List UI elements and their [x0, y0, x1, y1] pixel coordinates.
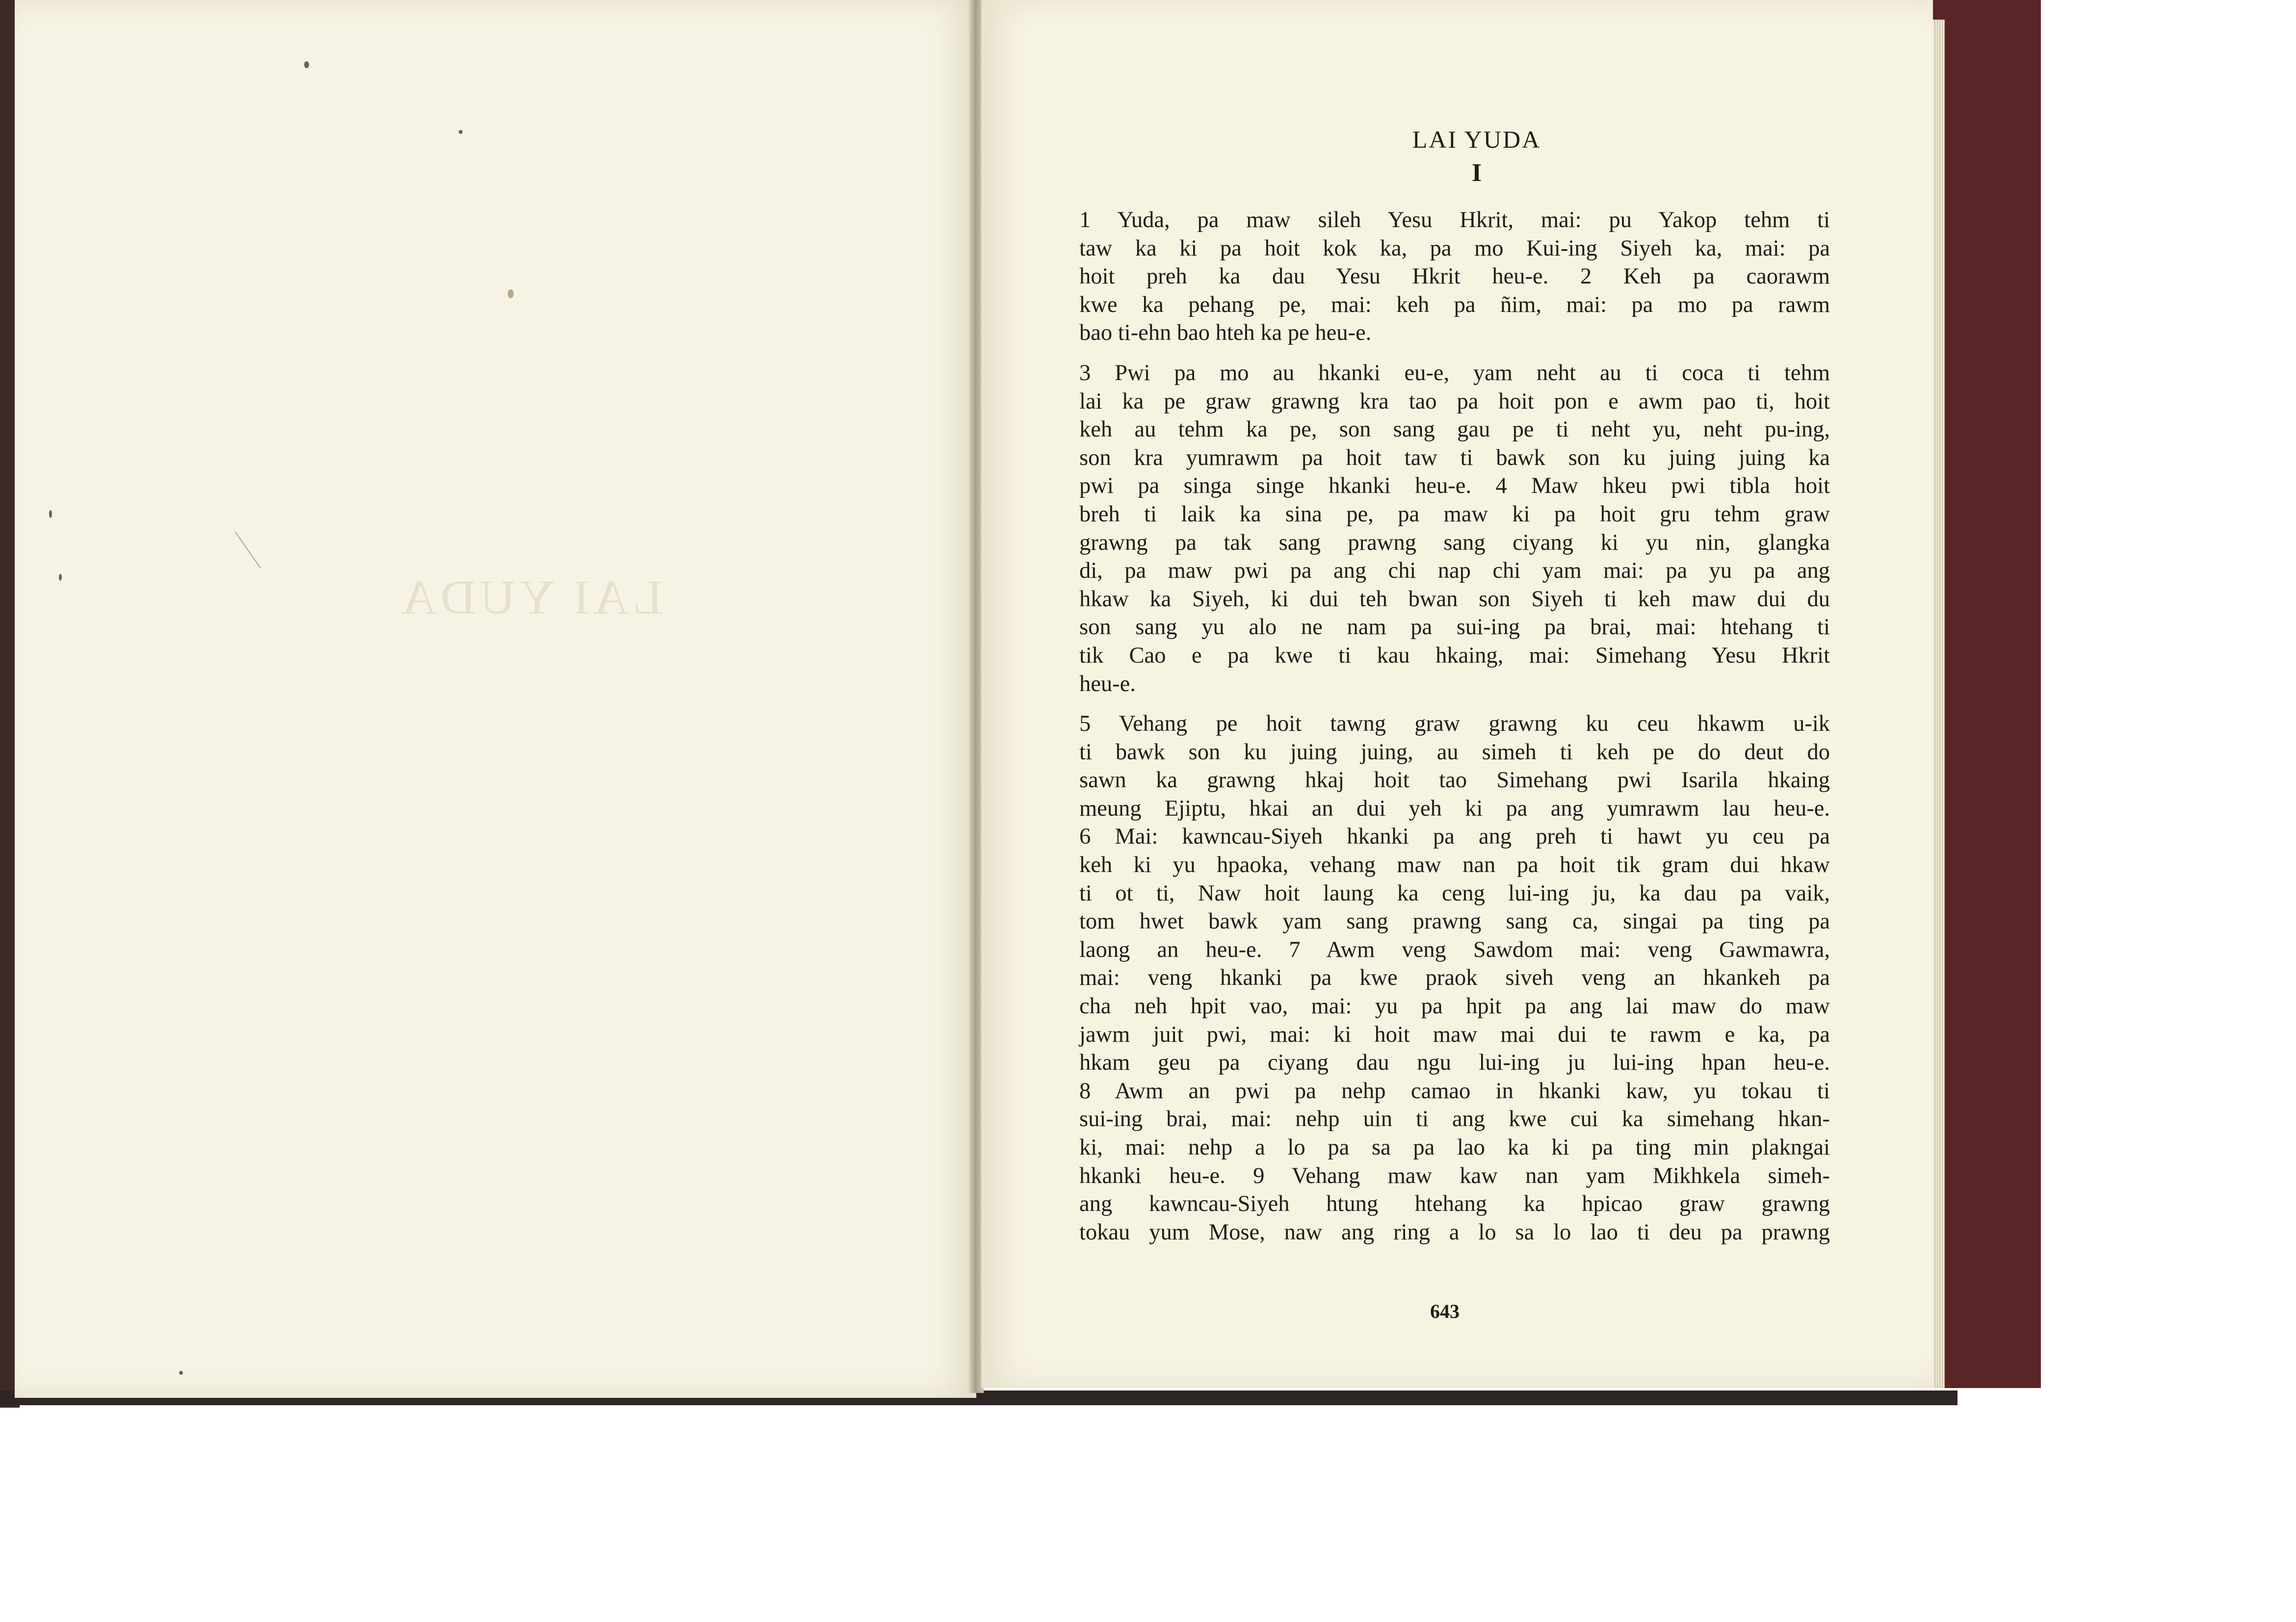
text-line: kwe ka pehang pe, mai: keh pa ñim, mai: pa mo pa rawm — [1079, 292, 1830, 317]
left-page-stray-mark — [235, 532, 261, 568]
text-line: jawm juit pwi, mai: ki hoit maw mai dui te rawm e ka, pa — [1079, 1022, 1830, 1047]
text-line: 6 Mai: kawncau-Siyeh hkanki pa ang preh ti hawt yu ceu pa — [1079, 824, 1830, 850]
text-line: laong an heu-e. 7 Awm veng Sawdom mai: veng Gawmawra, — [1079, 937, 1830, 962]
speck — [59, 574, 62, 581]
page-number: 643 — [1430, 1300, 1460, 1322]
text-line: tokau yum Mose, naw ang ring a lo sa lo lao ti deu pa prawng — [1079, 1219, 1830, 1245]
right-page-edges — [1933, 20, 1945, 1388]
text-line: ti bawk son ku juing juing, au simeh ti keh pe do deut do — [1079, 739, 1830, 765]
text-line: 8 Awm an pwi pa nehp camao in hkanki kaw, yu tokau ti — [1079, 1078, 1830, 1104]
text-line: 3 Pwi pa mo au hkanki eu-e, yam neht au ti coca ti tehm — [1079, 360, 1830, 386]
text-line: sawn ka grawng hkaj hoit tao Simehang pwi Isarila hkaing — [1079, 768, 1830, 793]
speck — [508, 289, 514, 298]
text-line: tom hwet bawk yam sang prawng sang ca, singai pa ting pa — [1079, 909, 1830, 934]
text-line: keh au tehm ka pe, son sang gau pe ti neht yu, neht pu-ing, — [1079, 417, 1830, 442]
text-line: son sang yu alo ne nam pa sui-ing pa brai, mai: htehang ti — [1079, 615, 1830, 640]
text-line: pwi pa singa singe hkanki heu-e. 4 Maw hkeu pwi tibla hoit — [1079, 473, 1830, 499]
text-line: hkam geu pa ciyang dau ngu lui-ing ju lui-ing hpan heu-e. — [1079, 1050, 1830, 1076]
text-line: heu-e. — [1079, 671, 1136, 696]
text-line: di, pa maw pwi pa ang chi nap chi yam mai: pa yu pa ang — [1079, 558, 1830, 584]
left-page — [15, 0, 976, 1398]
page-title: LAI YUDA — [1412, 126, 1541, 153]
text-line: cha neh hpit vao, mai: yu pa hpit pa ang lai maw do maw — [1079, 994, 1830, 1019]
text-line: hoit preh ka dau Yesu Hkrit heu-e. 2 Keh pa caorawm — [1079, 264, 1830, 289]
verse-paragraph — [1079, 206, 1830, 347]
text-line: ti ot ti, Naw hoit laung ka ceng lui-ing ju, ka dau pa vaik, — [1079, 880, 1830, 906]
text-line: hkanki heu-e. 9 Vehang maw kaw nan yam Mikhkela simeh- — [1079, 1163, 1830, 1188]
text-line: lai ka pe graw grawng kra tao pa hoit pon e awm pao ti, hoit — [1079, 388, 1830, 414]
text-line: keh ki yu hpaoka, vehang maw nan pa hoit tik gram dui hkaw — [1079, 852, 1830, 878]
text-line: mai: veng hkanki pa kwe praok siveh veng an hkankeh pa — [1079, 965, 1830, 991]
speck — [179, 1371, 183, 1375]
text-line: sui-ing brai, mai: nehp uin ti ang kwe cui ka simehang hkan- — [1079, 1107, 1830, 1132]
speck — [49, 510, 52, 518]
left-page-bleedthrough-title: LAI YUDA — [397, 570, 663, 624]
verse-paragraph — [1079, 359, 1830, 698]
text-line: bao ti-ehn bao hteh ka pe heu-e. — [1079, 320, 1372, 346]
right-page-text-block — [1079, 125, 1830, 1258]
text-line: 1 Yuda, pa maw sileh Yesu Hkrit, mai: pu Yakop tehm ti — [1079, 207, 1830, 232]
text-line: 5 Vehang pe hoit tawng graw grawng ku ceu hkawm u-ik — [1079, 711, 1830, 737]
text-line: son kra yumrawm pa hoit taw ti bawk son ku juing juing ka — [1079, 445, 1830, 470]
verse-paragraph — [1079, 710, 1830, 1246]
text-line: ang kawncau-Siyeh htung htehang ka hpicao graw grawng — [1079, 1191, 1830, 1217]
text-line: ki, mai: nehp a lo pa sa pa lao ka ki pa ting min plakngai — [1079, 1135, 1830, 1160]
chapter-number: I — [1471, 159, 1482, 187]
text-line: grawng pa tak sang prawng sang ciyang ki yu nin, glangka — [1079, 530, 1830, 555]
speck — [304, 61, 309, 68]
text-line: taw ka ki pa hoit kok ka, pa mo Kui-ing Siyeh ka, mai: pa — [1079, 235, 1830, 261]
text-line: meung Ejiptu, hkai an dui yeh ki pa ang yumrawm lau heu-e. — [1079, 796, 1830, 821]
text-line: breh ti laik ka sina pe, pa maw ki pa hoit gru tehm graw — [1079, 501, 1830, 527]
speck — [459, 130, 463, 134]
text-line: hkaw ka Siyeh, ki dui teh bwan son Siyeh ti keh maw dui du — [1079, 586, 1830, 612]
text-line: tik Cao e pa kwe ti kau hkaing, mai: Simehang Yesu Hkrit — [1079, 643, 1830, 668]
